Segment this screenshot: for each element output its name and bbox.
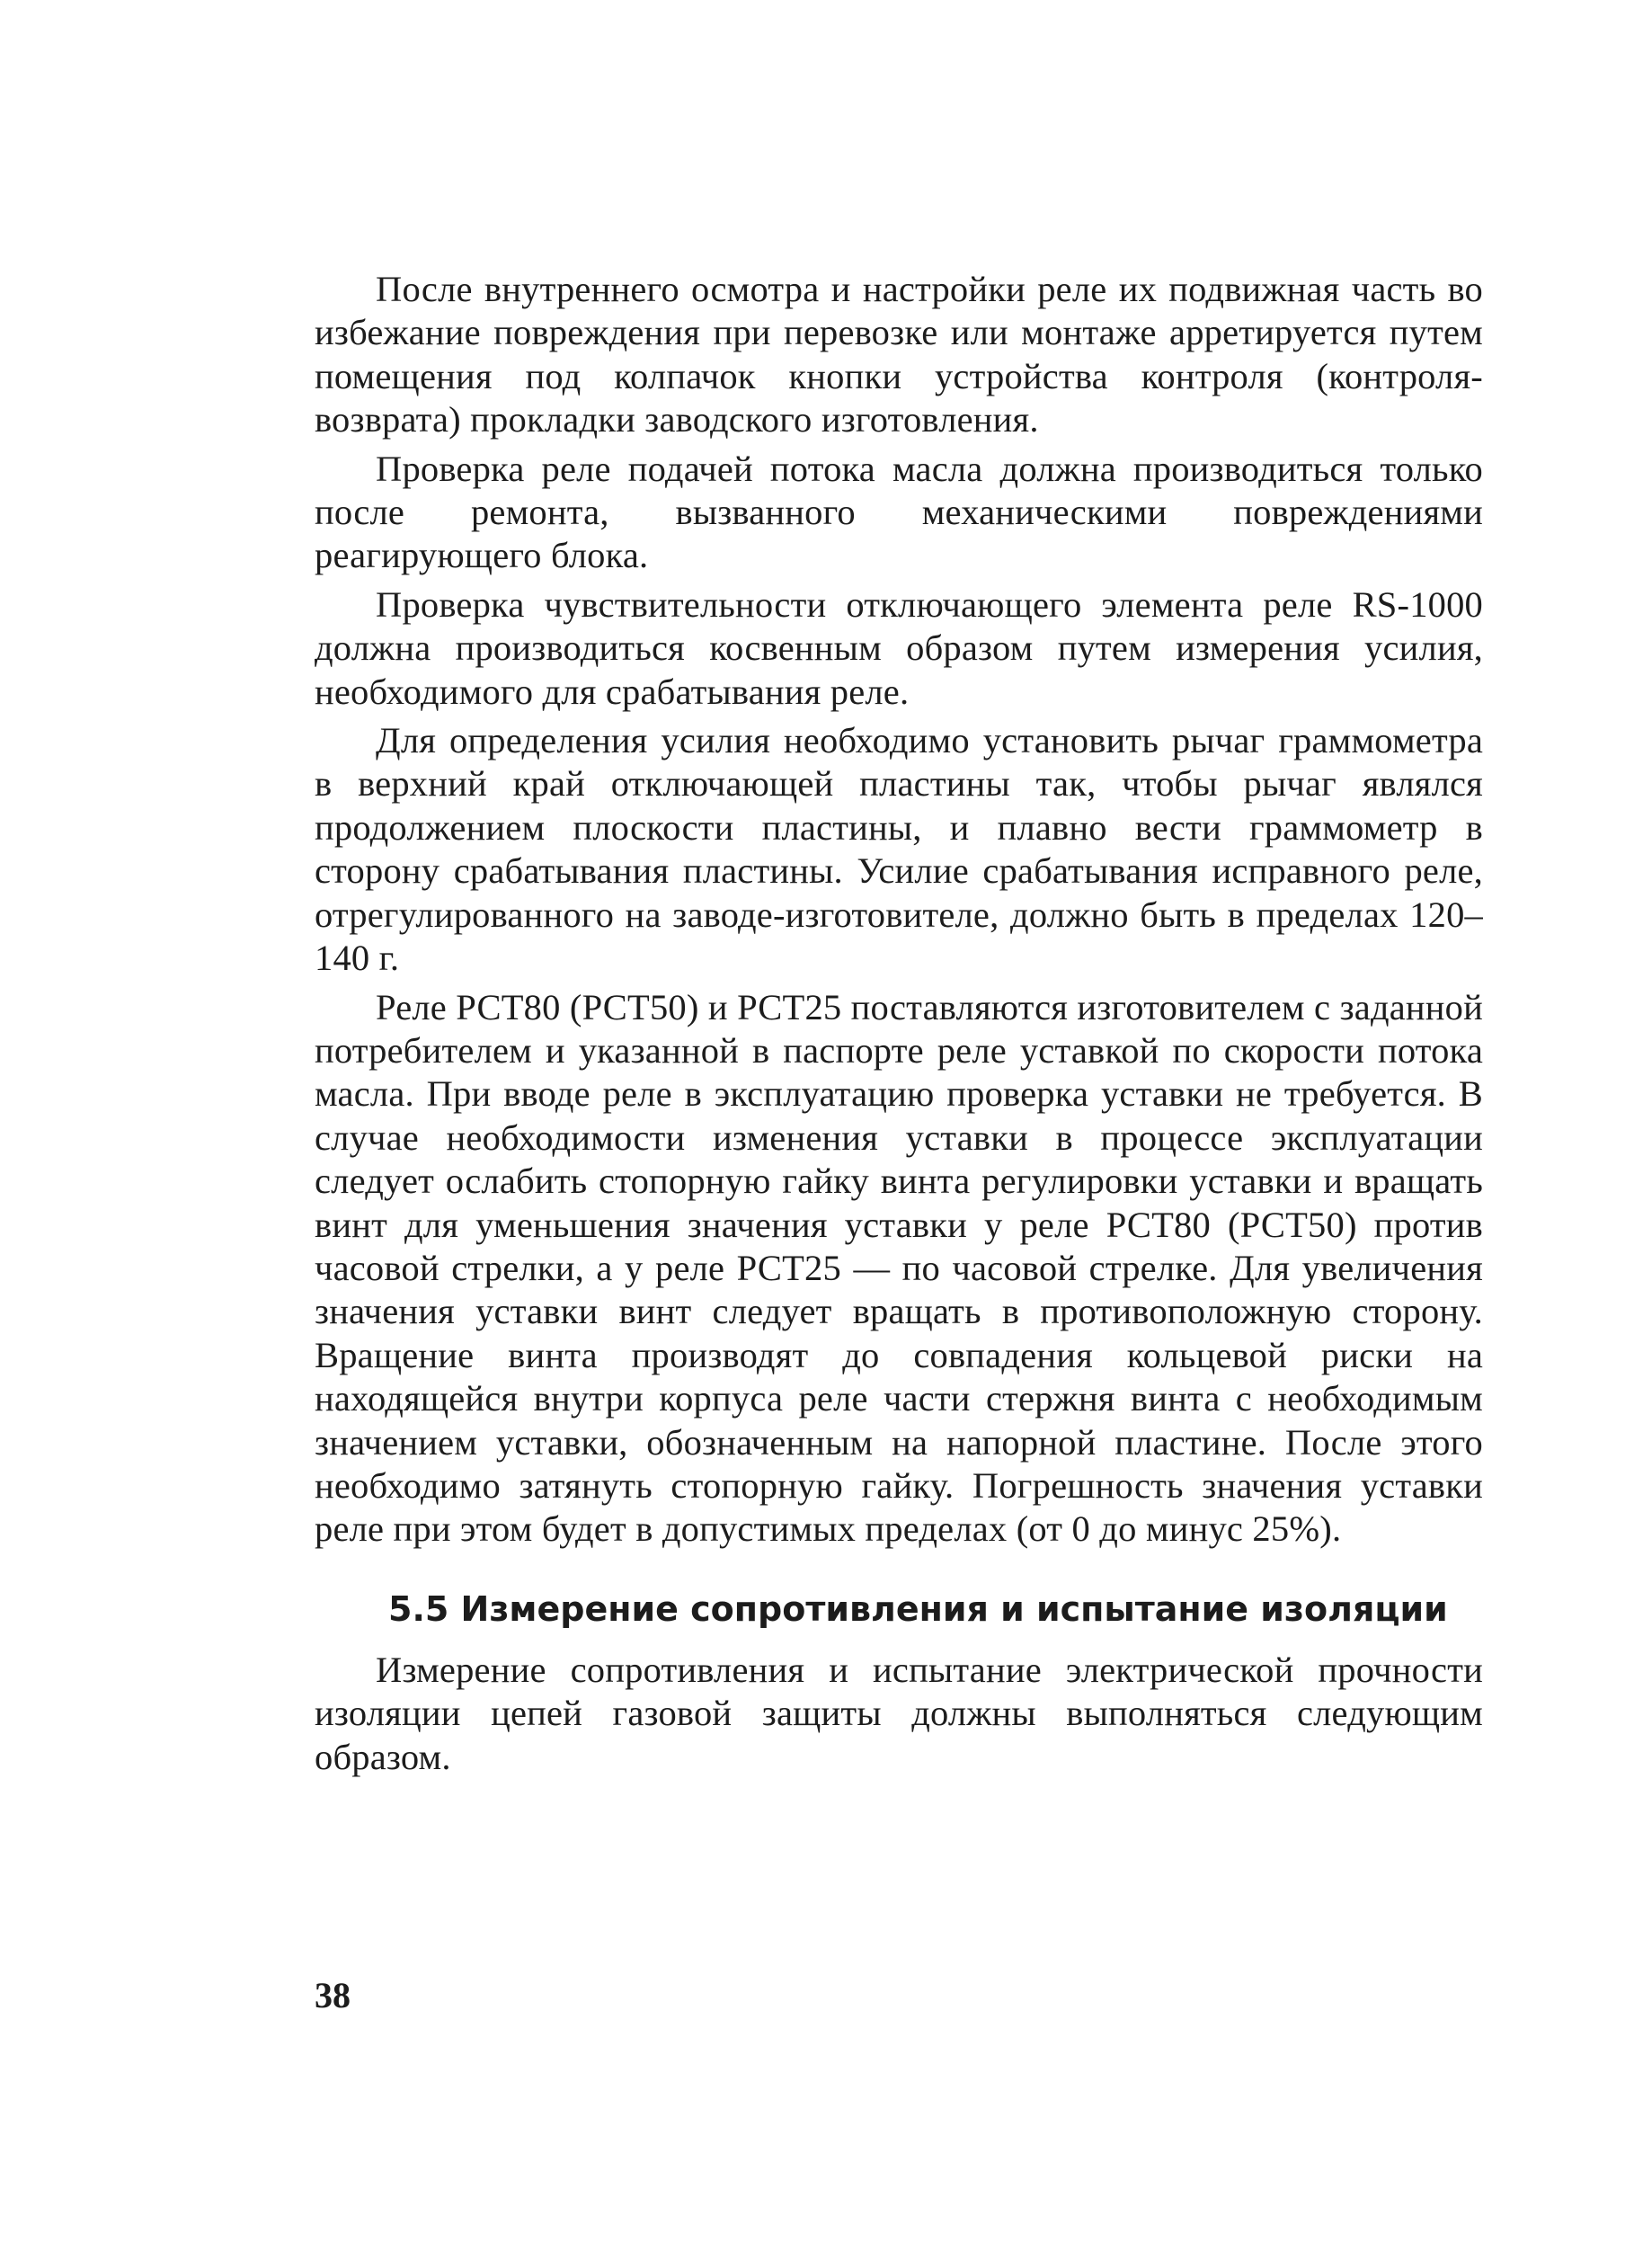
paragraph-arretation: После внутреннего осмотра и настройки реле их подвижная часть во избежание повреждения при перевозке или монтаже арретируется путем помещения под колпачок кнопки устройства контроля (контроля-возврата) прокладки заводского изготовления. — [315, 269, 1483, 440]
paragraph-oil-flow-check: Проверка реле подачей потока масла должна производиться только после ремонта, вызванного механическими повреждениями реагирующего блока. — [315, 448, 1483, 576]
text-column — [315, 268, 1483, 1784]
paragraph-force-measurement: Для определения усилия необходимо установить рычаг граммометра в верхний край отключающей пластины так, чтобы рычаг являлся продолжением плоскости пластины, и плавно вести граммометр в сторону срабатывания пластины. Усилие срабатывания исправного реле, отрегулированного на заводе-изготовителе, должно быть в пределах 120–140 г. — [315, 720, 1483, 979]
paragraph-sensitivity-check: Проверка чувствительности отключающего элемента реле RS-1000 должна производиться косвенным образом путем измерения усилия, необходимого для срабатывания реле. — [315, 583, 1483, 712]
paragraph-insulation-intro: Измерение сопротивления и испытание электрической прочности изоляции цепей газовой защиты должны выполняться следующим образом. — [315, 1649, 1483, 1777]
paragraph-setpoint-adjustment: Реле РСТ80 (РСТ50) и РСТ25 поставляются изготовителем с заданной потребителем и указанной в паспорте реле уставкой по скорости потока масла. При вводе реле в эксплуатацию проверка уставки не требуется. В случае необходимости изменения уставки в процессе эксплуатации следует ослабить стопорную гайку винта регулировки уставки и вращать винт для уменьшения значения уставки у реле РСТ80 (РСТ50) против часовой стрелки, а у реле РСТ25 — по часовой стрелке. Для увеличения значения уставки винт следует вращать в противоположную сторону. Вращение винта производят до совпадения кольцевой риски на находящейся внутри корпуса реле части стержня винта с необходимым значением уставки, обозначенным на напорной пластине. После этого необходимо затянуть стопорную гайку. Погрешность значения уставки реле при этом будет в допустимых пределах (от 0 до минус 25%). — [315, 986, 1483, 1550]
section-heading: 5.5 Измерение сопротивления и испытание изоляции — [388, 1588, 1448, 1629]
page-number: 38 — [315, 1975, 351, 2015]
